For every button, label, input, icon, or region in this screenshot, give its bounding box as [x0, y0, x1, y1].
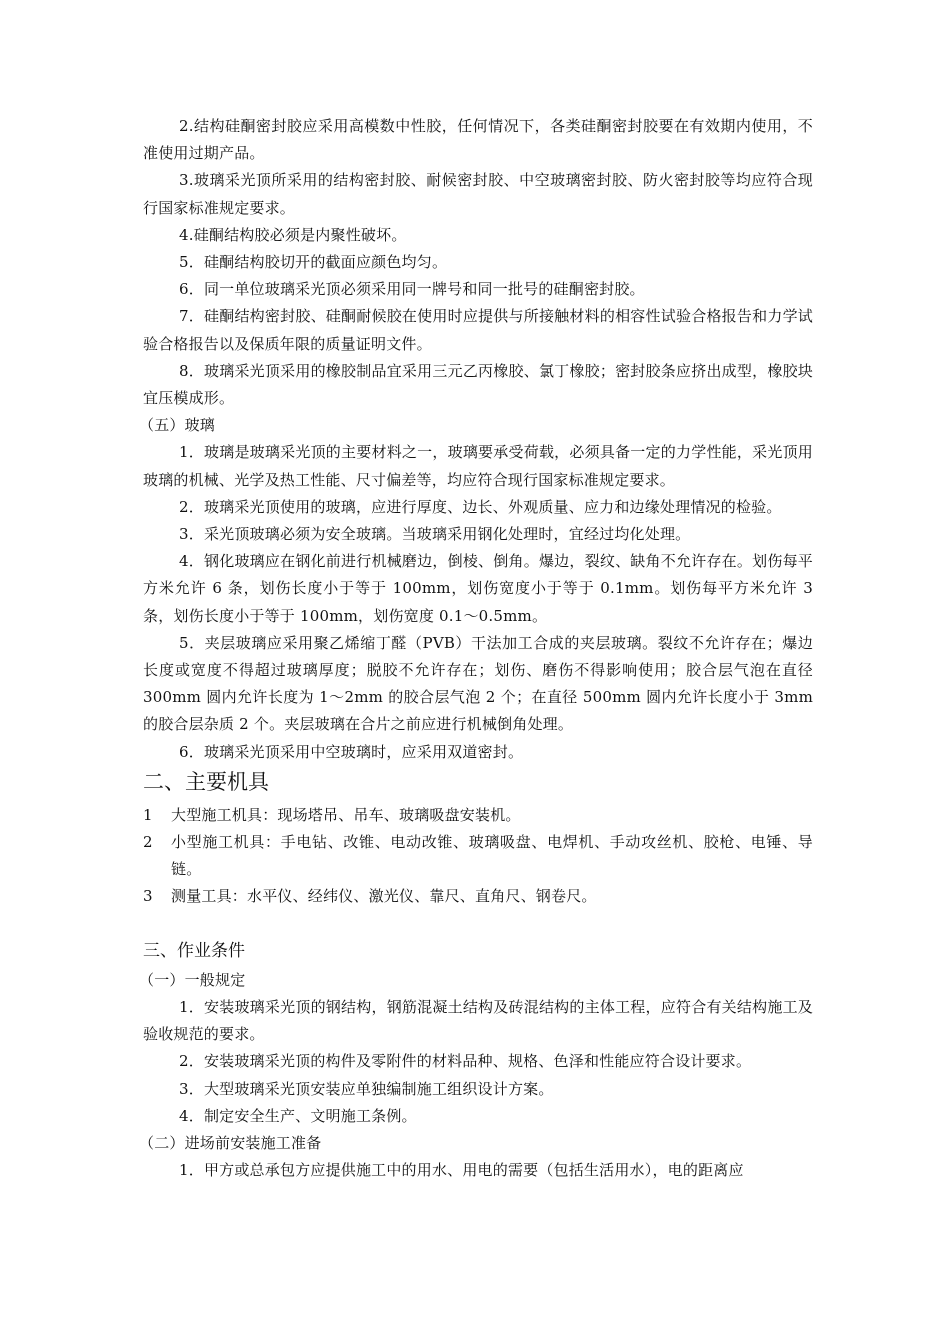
conditions-heading: 三、作业条件: [143, 940, 245, 961]
tools-item-number: 1: [143, 805, 153, 824]
general-item-1: 1．安装玻璃采光顶的钢结构，钢筋混凝土结构及砖混结构的主体工程，应符合有关结构施工及验收规范的要求。: [143, 997, 813, 1044]
sealant-item-5: 5．硅酮结构胶切开的截面应颜色均匀。: [179, 253, 448, 272]
general-item-3: 3．大型玻璃采光顶安装应单独编制施工组织设计方案。: [179, 1079, 554, 1098]
general-item-2: 2．安装玻璃采光顶的构件及零附件的材料品种、规格、色泽和性能应符合设计要求。: [179, 1052, 752, 1071]
glass-subheading: （五）玻璃: [139, 416, 216, 435]
general-list: [143, 994, 813, 1130]
glass-list: [143, 439, 813, 765]
glass-item-1: 1．玻璃是玻璃采光顶的主要材料之一，玻璃要承受荷载，必须具备一定的力学性能，采光顶用玻璃的机械、光学及热工性能、尺寸偏差等，均应符合现行国家标准规定要求。: [143, 443, 813, 489]
tools-item-text: 大型施工机具：现场塔吊、吊车、玻璃吸盘安装机。: [171, 805, 521, 824]
sealant-item-2: 2.结构硅酮密封胶应采用高模数中性胶，任何情况下，各类硅酮密封胶要在有效期内使用，不准使用过期产品。: [143, 117, 813, 163]
sealant-item-6: 6．同一单位玻璃采光顶必须采用同一牌号和同一批号的硅酮密封胶。: [179, 280, 645, 299]
sealant-item-7: 7．硅酮结构密封胶、硅酮耐候胶在使用时应提供与所接触材料的相容性试验合格报告和力学试验合格报告以及保质年限的质量证明文件。: [143, 307, 813, 353]
sealant-list: [143, 113, 813, 412]
tools-item: [143, 802, 813, 829]
tools-item: [143, 883, 813, 910]
sealant-item-4: 4.硅酮结构胶必须是内聚性破坏。: [179, 225, 407, 244]
glass-item-6: 6．玻璃采光顶采用中空玻璃时，应采用双道密封。: [179, 742, 524, 761]
tools-item-number: 2: [143, 833, 153, 852]
sealant-item-3: 3.玻璃采光顶所采用的结构密封胶、耐候密封胶、中空玻璃密封胶、防火密封胶等均应符合现行国家标准规定要求。: [143, 171, 813, 217]
prep-list: [143, 1157, 813, 1184]
tools-item-number: 3: [143, 887, 153, 906]
glass-item-3: 3．采光顶玻璃必须为安全玻璃。当玻璃采用钢化处理时，宜经过均化处理。: [179, 525, 691, 544]
tools-heading: 二、主要机具: [143, 769, 269, 794]
tools-list: [143, 802, 813, 911]
glass-item-5: 5．夹层玻璃应采用聚乙烯缩丁醛（PVB）干法加工合成的夹层玻璃。裂纹不允许存在；爆边长度或宽度不得超过玻璃厚度；脱胶不允许存在；划伤、磨伤不得影响使用；胶合层气泡在直径 300mm 圆内允许长度为 1～2mm 的胶合层气泡 2 个；在直径 500mm 圆内允许长度小于 3mm 的胶合层杂质 2 个。夹层玻璃在合片之前应进行机械倒角处理。: [143, 633, 813, 734]
tools-item-text: 小型施工机具：手电钻、改锥、电动改锥、玻璃吸盘、电焊机、手动攻丝机、胶枪、电锤、导链。: [171, 833, 813, 879]
general-item-4: 4．制定安全生产、文明施工条例。: [179, 1106, 417, 1125]
glass-item-2: 2．玻璃采光顶使用的玻璃，应进行厚度、边长、外观质量、应力和边缘处理情况的检验。: [179, 497, 782, 516]
sealant-item-8: 8．玻璃采光顶采用的橡胶制品宜采用三元乙丙橡胶、氯丁橡胶；密封胶条应挤出成型，橡胶块宜压模成形。: [143, 361, 813, 408]
prep-item-1: 1．甲方或总承包方应提供施工中的用水、用电的需要（包括生活用水），电的距离应: [179, 1161, 744, 1180]
general-subheading: （一）一般规定: [139, 970, 246, 989]
document-page: [139, 113, 813, 1184]
glass-item-4: 4．钢化玻璃应在钢化前进行机械磨边，倒棱、倒角。爆边，裂纹、缺角不允许存在。划伤每平方米允许 6 条，划伤长度小于等于 100mm，划伤宽度小于等于 0.1mm。划伤每平方米允许 3 条，划伤长度小于等于 100mm，划伤宽度 0.1～0.5mm。: [143, 552, 813, 625]
tools-item: [143, 829, 813, 883]
tools-item-text: 测量工具：水平仪、经纬仪、激光仪、靠尺、直角尺、钢卷尺。: [171, 887, 597, 906]
prep-subheading: （二）进场前安装施工准备: [139, 1133, 322, 1152]
